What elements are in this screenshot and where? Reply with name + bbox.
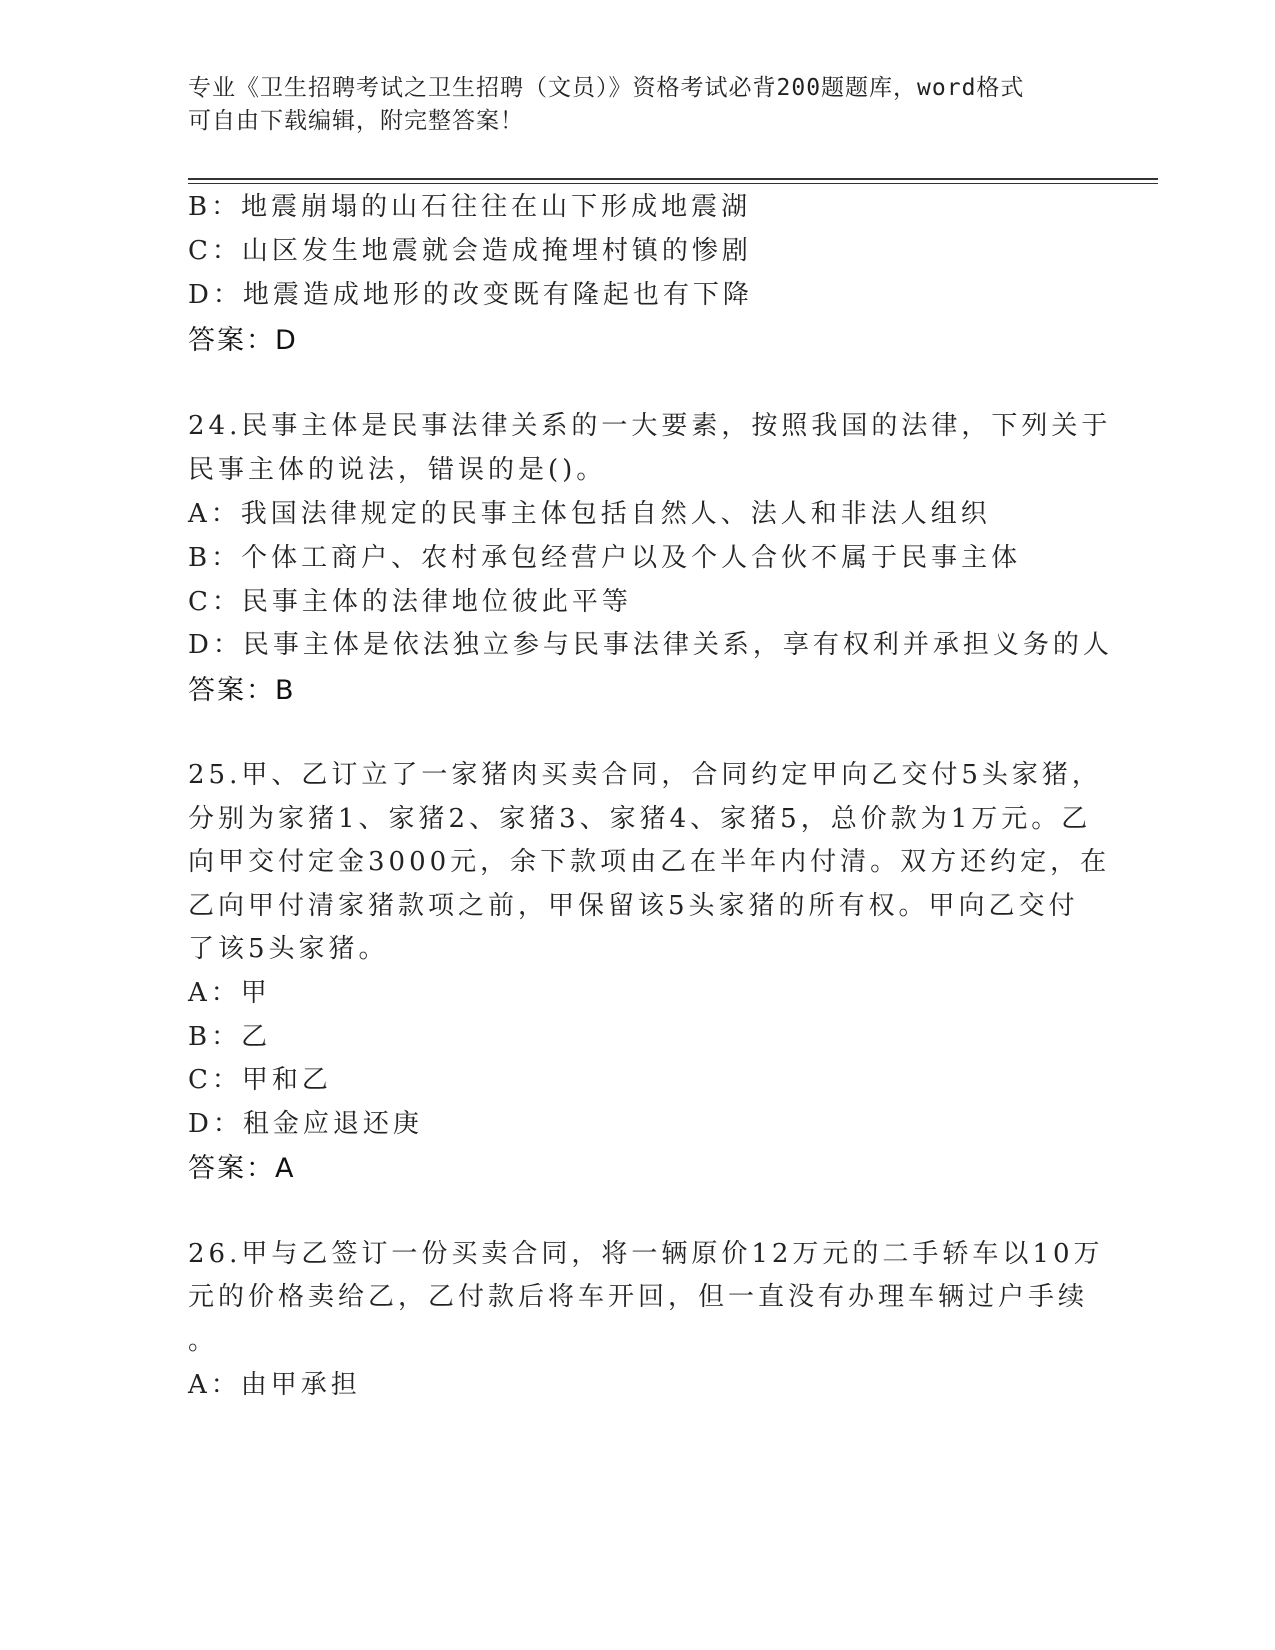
q26-option-a: A：由甲承担 — [188, 1370, 361, 1400]
q23-option-c: C：山区发生地震就会造成掩埋村镇的惨剧 — [188, 236, 752, 266]
header-line-2: 可自由下载编辑，附完整答案！ — [188, 108, 524, 134]
q23-option-d: D：地震造成地形的改变既有隆起也有下降 — [188, 280, 753, 310]
q25-stem-line-2: 分别为家猪1、家猪2、家猪3、家猪4、家猪5，总价款为1万元。乙 — [188, 804, 1092, 834]
q23-option-b: B：地震崩塌的山石往往在山下形成地震湖 — [188, 192, 752, 222]
header-divider-thick — [188, 178, 1158, 180]
q25-option-b: B：乙 — [188, 1022, 272, 1052]
q25-option-c: C：甲和乙 — [188, 1065, 332, 1095]
q24-answer: 答案：B — [188, 675, 296, 706]
header-line-1: 专业《卫生招聘考试之卫生招聘（文员）》资格考试必背200题题库，word格式 — [188, 75, 1025, 101]
header-divider-thin — [188, 183, 1158, 184]
q26-stem-line-3: 。 — [188, 1326, 219, 1356]
q24-option-c: C：民事主体的法律地位彼此平等 — [188, 587, 632, 617]
q24-option-a: A：我国法律规定的民事主体包括自然人、法人和非法人组织 — [188, 499, 991, 529]
q24-option-b: B：个体工商户、农村承包经营户以及个人合伙不属于民事主体 — [188, 543, 1022, 573]
q25-stem-line-3: 向甲交付定金3000元，余下款项由乙在半年内付清。双方还约定，在 — [188, 847, 1111, 877]
document-header — [188, 72, 1088, 138]
q24-stem-line-2: 民事主体的说法，错误的是()。 — [188, 455, 607, 485]
q25-stem-line-4: 乙向甲付清家猪款项之前，甲保留该5头家猪的所有权。甲向乙交付 — [188, 891, 1079, 921]
q26-stem-line-2: 元的价格卖给乙，乙付款后将车开回，但一直没有办理车辆过户手续 — [188, 1282, 1089, 1312]
q25-stem-line-1: 25.甲、乙订立了一家猪肉买卖合同，合同约定甲向乙交付5头家猪， — [188, 760, 1102, 790]
q25-option-d: D：租金应退还庚 — [188, 1109, 423, 1139]
q23-answer: 答案：D — [188, 325, 298, 356]
q24-stem-line-1: 24.民事主体是民事法律关系的一大要素，按照我国的法律，下列关于 — [188, 411, 1112, 441]
q26-stem-line-1: 26.甲与乙签订一份买卖合同，将一辆原价12万元的二手轿车以10万 — [188, 1239, 1104, 1269]
q25-stem-line-5: 了该5头家猪。 — [188, 934, 389, 964]
q24-option-d: D：民事主体是依法独立参与民事法律关系，享有权利并承担义务的人 — [188, 630, 1113, 660]
q25-answer: 答案：A — [188, 1153, 296, 1184]
q25-option-a: A：甲 — [188, 978, 271, 1008]
